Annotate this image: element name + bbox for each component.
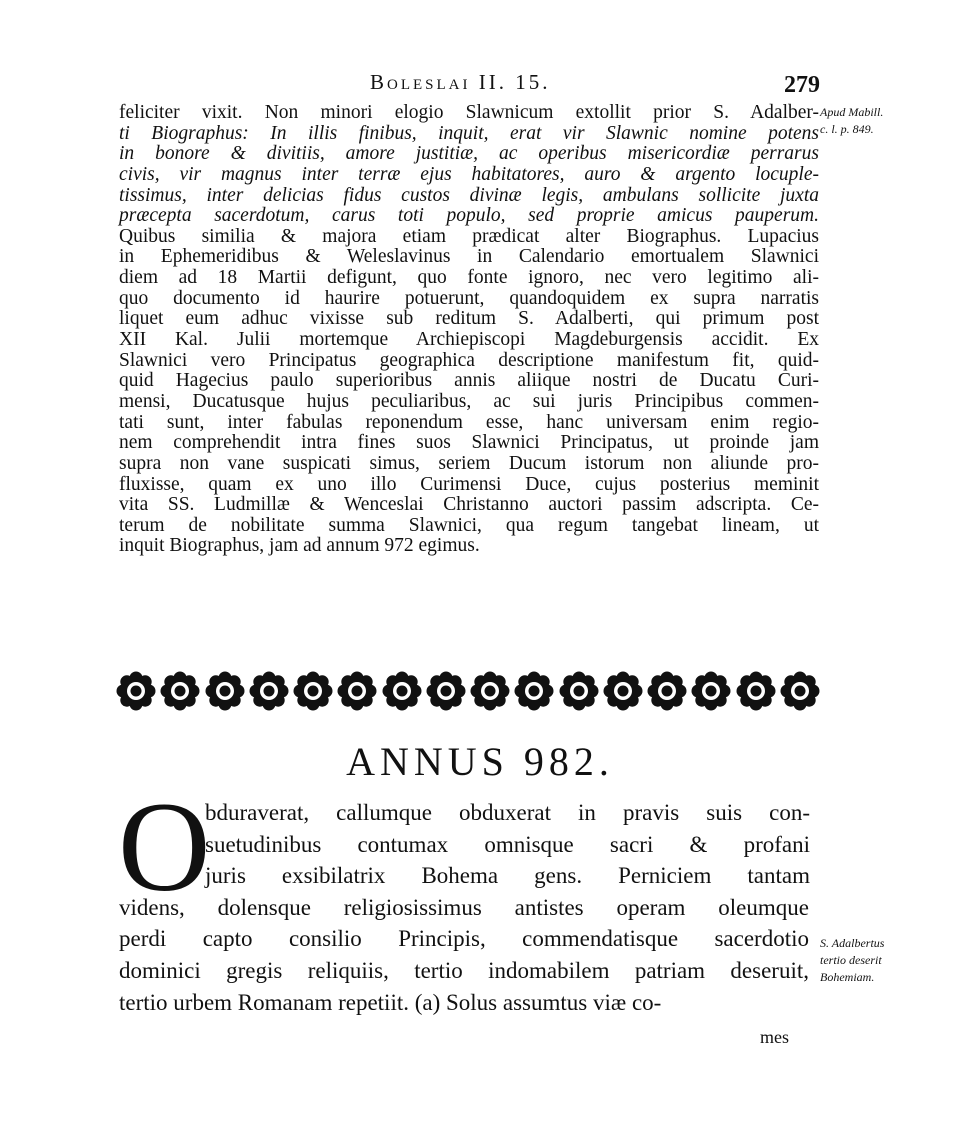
rosette-ornament-icon (116, 671, 156, 711)
rosette-ornament-icon (470, 671, 510, 711)
text-line: inquit Biographus, jam ad annum 972 egimus. (119, 535, 480, 557)
rosette-ornament-icon (382, 671, 422, 711)
rosette-ornament-icon (514, 671, 554, 711)
catchword: mes (760, 1027, 789, 1047)
text-line: bduraverat, callumque obduxerat in pravis suis con- (205, 800, 810, 825)
text-line: tertio urbem Romanam repetiit. (a) Solus assumtus viæ co- (119, 989, 662, 1015)
margin-note-line: Bohemiam. (820, 970, 875, 984)
margin-note-adalbertus (820, 935, 960, 986)
text-line: terum de nobilitate summa Slawnici, qua regum tangebat lineam, ut (119, 514, 819, 536)
text-line: tissimus, inter delicias fidus custos divinæ legis, ambulans sollicite juxta (119, 184, 819, 206)
rosette-ornament-icon (337, 671, 377, 711)
rosette-ornament-icon (603, 671, 643, 711)
margin-note-line: c. l. p. 849. (820, 122, 874, 136)
rosette-ornament-icon (647, 671, 687, 711)
margin-note-source (820, 104, 960, 138)
rosette-ornament-icon (426, 671, 466, 711)
text-line: dominici gregis reliquiis, tertio indomabilem patriam deseruit, (119, 957, 809, 983)
text-line: Quibus similia & majora etiam prædicat alter Biographus. Lupacius (119, 225, 819, 247)
paragraph-annus-982 (119, 892, 809, 1018)
margin-note-line: Apud Mabill. (820, 105, 884, 119)
drop-cap: O (118, 776, 211, 918)
text-line: civis, vir magnus inter terræ ejus habitatores, auro & argento locuple- (119, 163, 819, 185)
text-line: vita SS. Ludmillæ & Wenceslai Christanno auctori passim adscripta. Ce- (119, 494, 819, 516)
margin-note-line: tertio deserit (820, 953, 882, 967)
rosette-ornament-icon (691, 671, 731, 711)
text-line: diem ad 18 Martii defigunt, quo fonte ignoro, nec vero legitimo ali- (119, 267, 819, 289)
rosette-ornament-icon (780, 671, 820, 711)
text-line: præcepta sacerdotum, carus toti populo, sed proprie amicus pauperum. (119, 205, 819, 227)
rosette-ornament-icon (160, 671, 200, 711)
text-line: suetudinibus contumax omnisque sacri & profani (205, 831, 810, 857)
text-line: quid Hagecius paulo superioribus annis aliique nostri de Ducatu Curi- (119, 370, 819, 392)
rosette-ornament-icon (205, 671, 245, 711)
section-heading: ANNUS 982. (346, 739, 614, 784)
text-line: in bonore & divitiis, amore justitiæ, ac operibus misericordiæ perrarus (119, 143, 819, 165)
paragraph-slawnicus (119, 103, 819, 557)
text-line: XII Kal. Julii mortemque Archiepiscopi Magdeburgensis accidit. Ex (119, 329, 819, 351)
page-header (120, 62, 820, 102)
text-line: in Ephemeridibus & Weleslavinus in Calendario emortualem Slawnici (119, 246, 819, 268)
text-line: quo documento id haurire potuerunt, quandoquidem ex supra narratis (119, 287, 819, 309)
running-head: Boleslai II. 15. (370, 70, 551, 94)
text-line: videns, dolensque religiosissimus antistes operam oleumque (119, 894, 809, 920)
rosette-ornament-icon (293, 671, 333, 711)
rosette-ornament-icon (249, 671, 289, 711)
text-line: mensi, Ducatusque hujus peculiaribus, ac sui juris Principibus commen- (119, 390, 819, 412)
text-line: feliciter vixit. Non minori elogio Slawnicum extollit prior S. Adalber- (119, 102, 819, 123)
margin-note-line: S. Adalbertus (820, 936, 885, 950)
rosette-ornament-icon (736, 671, 776, 711)
text-line: tati sunt, inter fabulas reponendum esse, hanc universam enim regio- (119, 411, 819, 433)
text-line: supra non vane suspicati simus, seriem Ducum istorum non aliunde pro- (119, 452, 819, 474)
text-line: ti Biographus: In illis finibus, inquit, erat vir Slawnic nomine potens (119, 122, 819, 144)
text-line: fluxisse, quam ex uno illo Curimensi Duce, cujus posterius meminit (119, 473, 819, 495)
ornamental-rule (116, 670, 820, 712)
text-line: Slawnici vero Principatus geographica descriptione manifestum fit, quid- (119, 349, 819, 371)
rosette-ornament-icon (559, 671, 599, 711)
text-line: liquet eum adhuc vixisse sub reditum S. Adalberti, qui primum post (119, 308, 819, 330)
text-line: juris exsibilatrix Bohema gens. Perniciem tantam (205, 863, 810, 889)
text-line: nem comprehendit intra fines suos Slawnici Principatus, ut proinde jam (119, 432, 819, 454)
text-line: perdi capto consilio Principis, commendatisque sacerdotio (119, 926, 809, 952)
page-number: 279 (784, 72, 820, 98)
paragraph-annus-982-indented (205, 797, 810, 892)
